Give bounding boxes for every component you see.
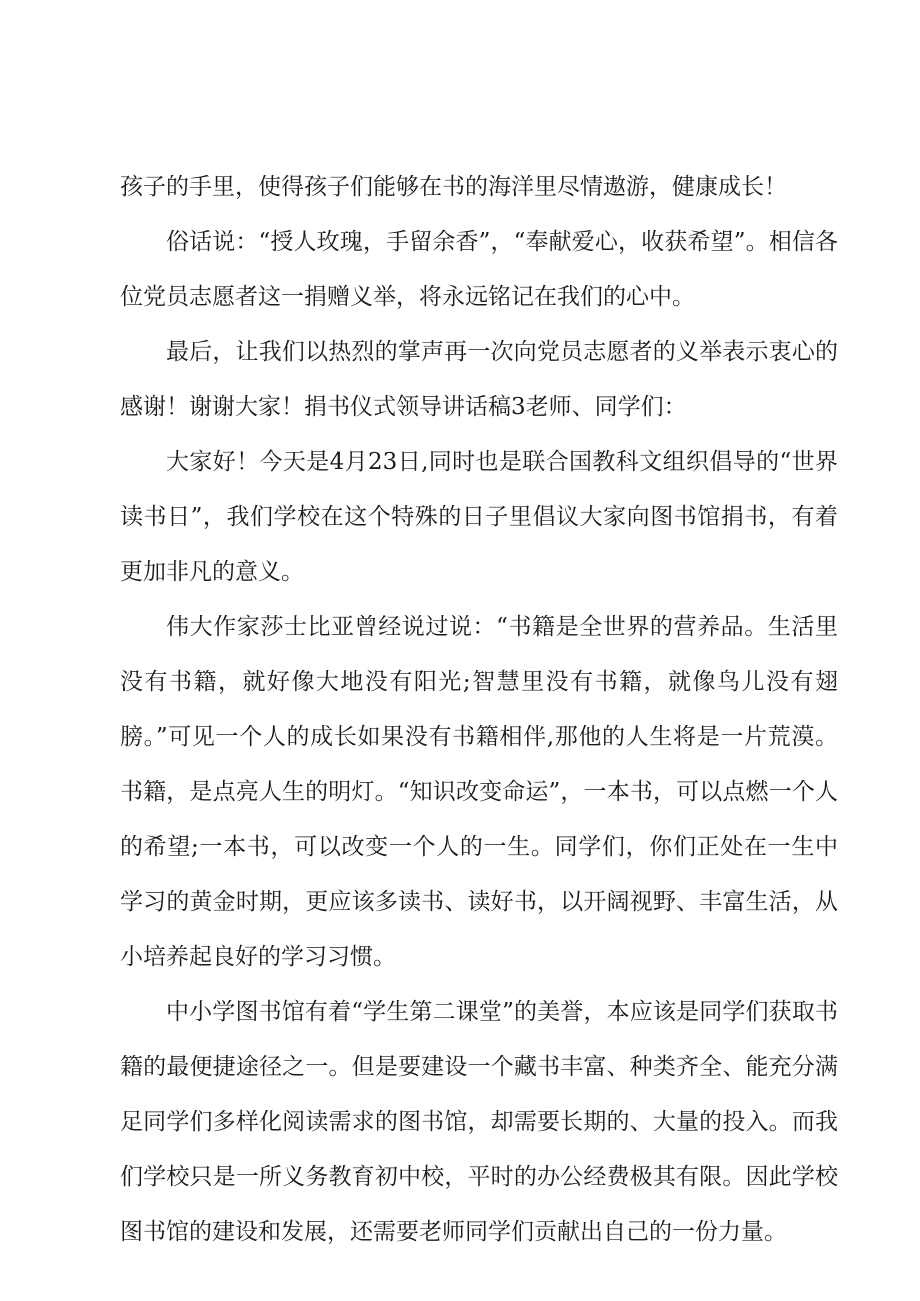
document-body <box>120 160 838 1260</box>
paragraph: 最后，让我们以热烈的掌声再一次向党员志愿者的义举表示衷心的感谢！谢谢大家！捐书仪式领导讲话稿3老师、同学们： <box>120 339 838 420</box>
paragraph: 俗话说：“授人玫瑰，手留余香”，“奉献爱心，收获希望”。相信各位党员志愿者这一捐赠义举，将永远铭记在我们的心中。 <box>120 229 838 310</box>
paragraph: 伟大作家莎士比亚曾经说过说：“书籍是全世界的营养品。生活里没有书籍，就好像大地没有阳光;智慧里没有书籍，就像鸟儿没有翅膀。”可见一个人的成长如果没有书籍相伴,那他的人生将是一片荒漠。书籍，是点亮人生的明灯。“知识改变命运”，一本书，可以点燃一个人的希望;一本书，可以改变一个人的一生。同学们，你们正处在一生中学习的黄金时期，更应该多读书、读好书，以开阔视野、丰富生活，从小培养起良好的学习习惯。 <box>120 614 838 970</box>
paragraph: 大家好！今天是4月23日,同时也是联合国教科文组织倡导的“世界读书日”，我们学校在这个特殊的日子里倡议大家向图书馆捐书，有着更加非凡的意义。 <box>120 449 838 585</box>
paragraph-continuation: 孩子的手里，使得孩子们能够在书的海洋里尽情遨游，健康成长！ <box>120 174 787 200</box>
paragraph: 中小学图书馆有着“学生第二课堂”的美誉，本应该是同学们获取书籍的最便捷途径之一。但是要建设一个藏书丰富、种类齐全、能充分满足同学们多样化阅读需求的图书馆，却需要长期的、大量的投入。而我们学校只是一所义务教育初中校，平时的办公经费极其有限。因此学校图书馆的建设和发展，还需要老师同学们贡献出自己的一份力量。 <box>120 999 838 1245</box>
